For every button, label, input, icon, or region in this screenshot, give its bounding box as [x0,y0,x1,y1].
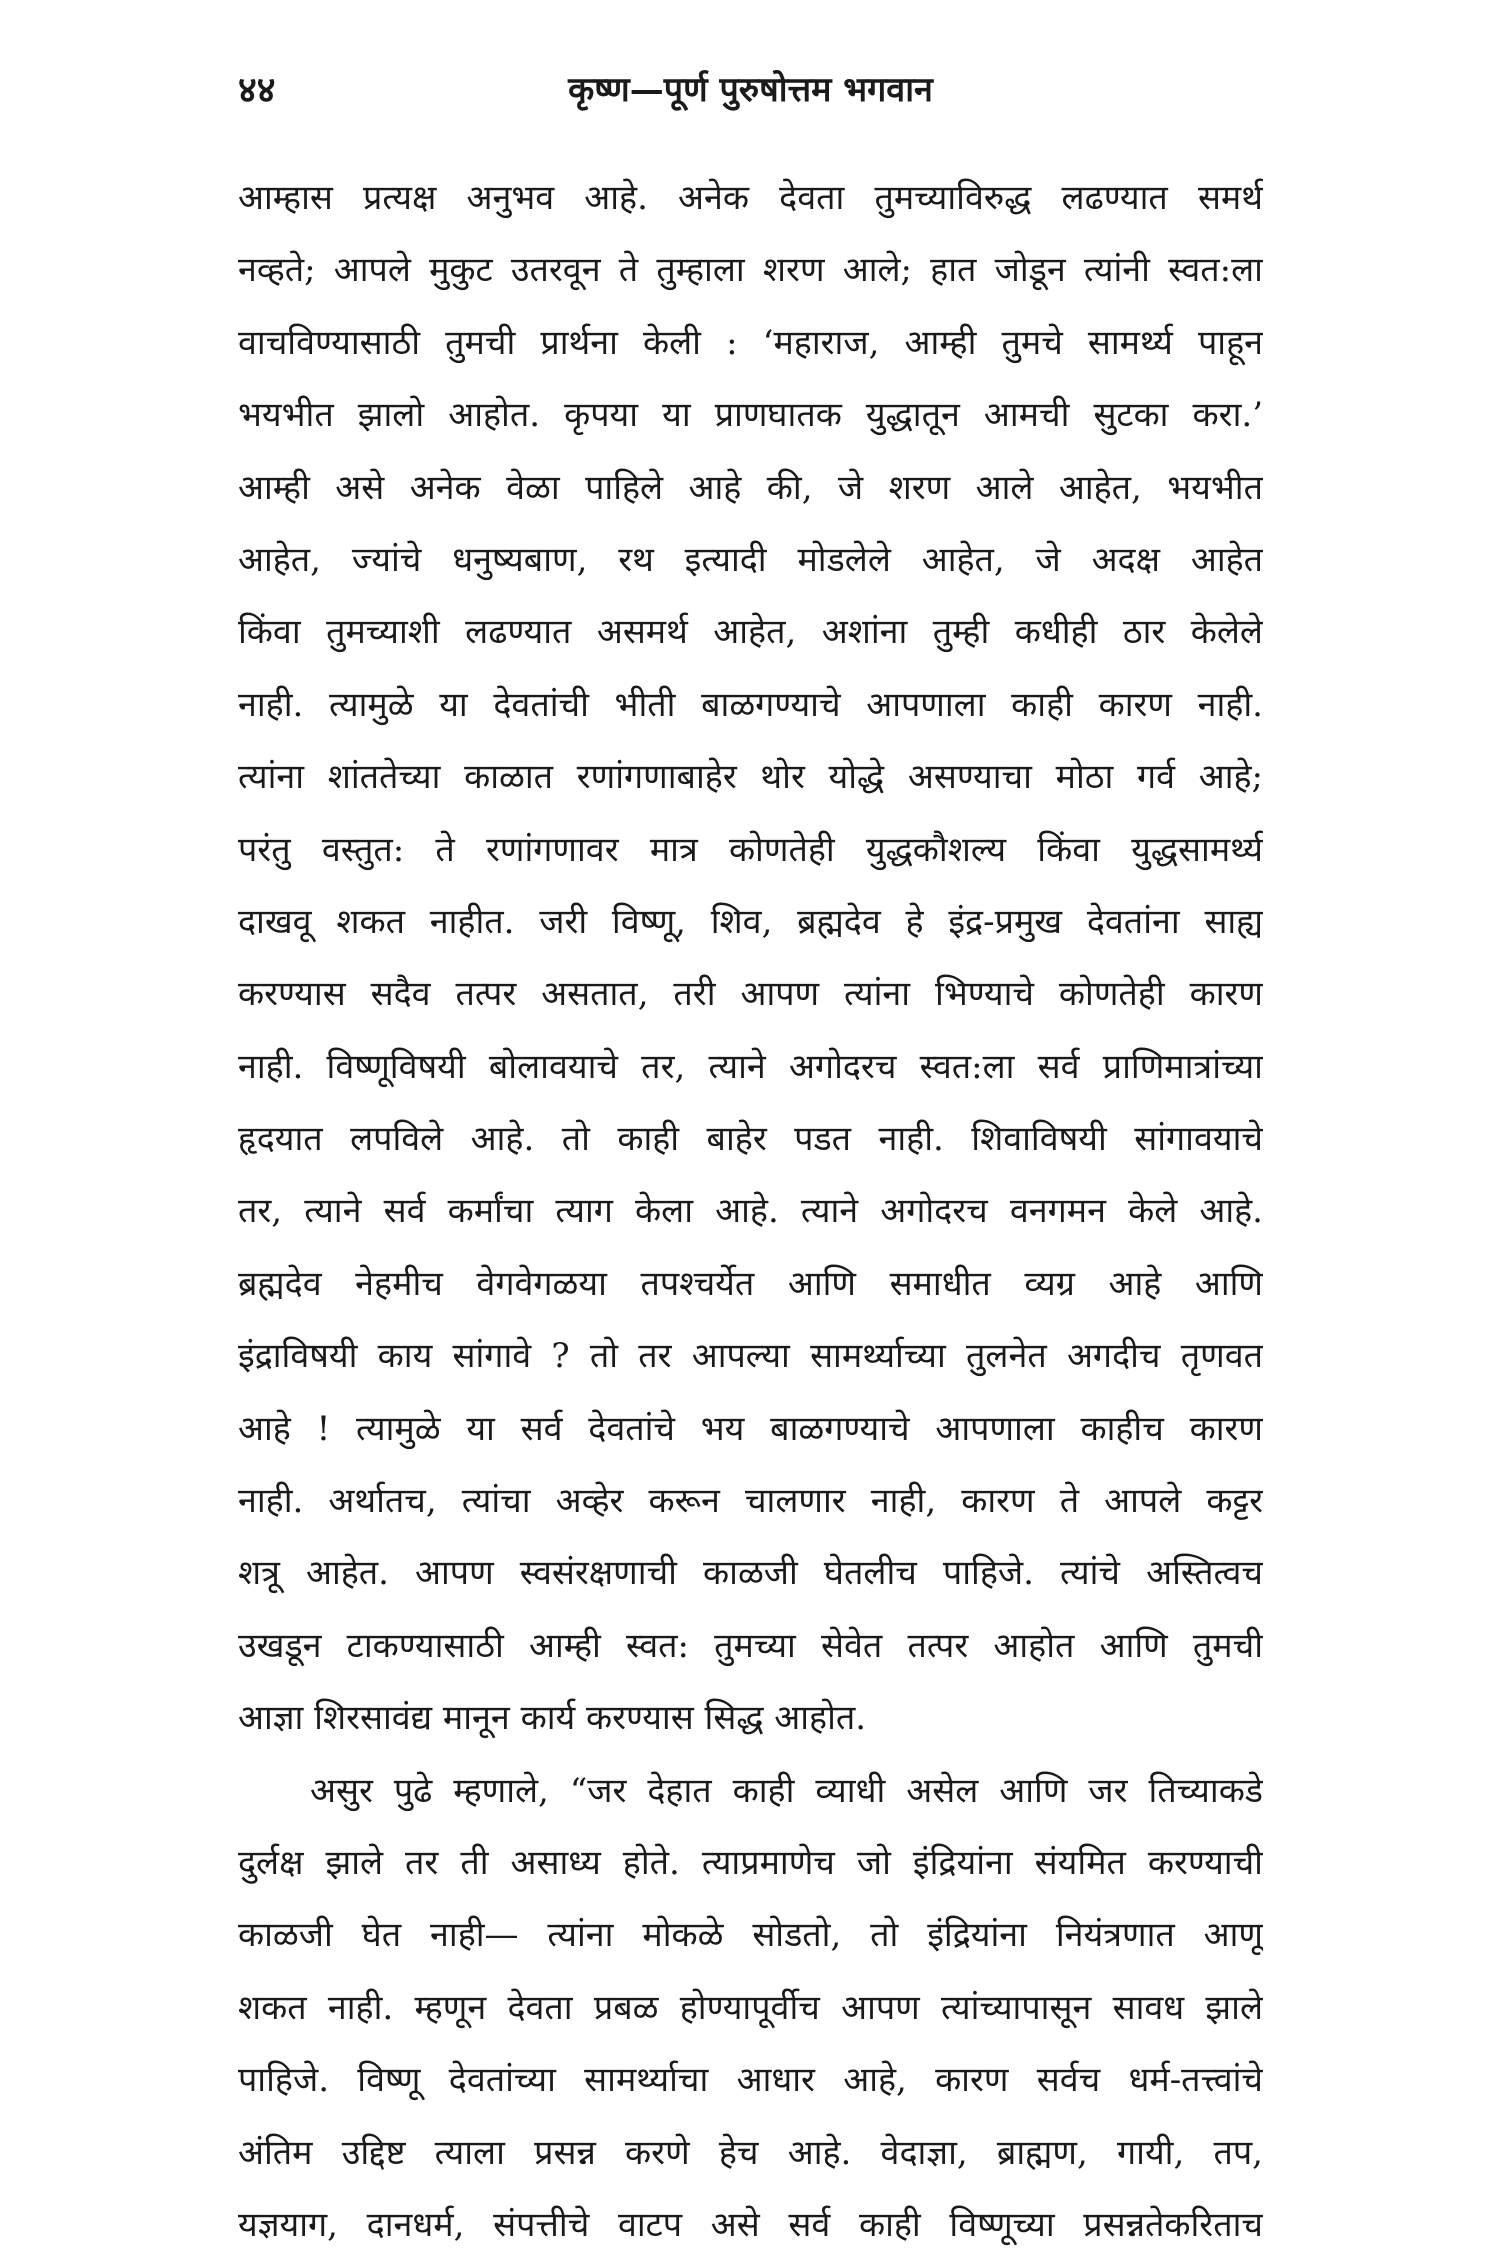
text-line: परंतु वस्तुत: ते रणांगणावर मात्र कोणतेही युद्धकौशल्य किंवा युद्धसामर्थ्य [238,829,1263,870]
text-line: आम्हास प्रत्यक्ष अनुभव आहे. अनेक देवता तुमच्याविरुद्ध लढण्यात समर्थ [238,178,1263,218]
text-line: नव्हते; आपले मुकुट उतरवून ते तुम्हाला शरण आले; हात जोडून त्यांनी स्वत:ला [238,250,1263,291]
paragraph-start-line: असुर पुढे म्हणाले, “जर देहात काही व्याधी असेल आणि जर तिच्याकडे [310,1770,1263,1811]
paragraph-end-line: आज्ञा शिरसावंद्य मानून कार्य करण्यास सिद्ध आहोत. [238,1698,867,1739]
running-head [238,60,1263,120]
book-title: कृष्ण—पूर्ण पुरुषोत्तम भगवान [568,70,933,110]
text-line: यज्ञयाग, दानधर्म, संपत्तीचे वाटप असे सर्व काही विष्णूच्या प्रसन्नतेकरिताच [238,2204,1263,2245]
text-line: नाही. त्यामुळे या देवतांची भीती बाळगण्याचे आपणाला काही कारण नाही. [238,684,1263,725]
text-line: पाहिजे. विष्णू देवतांच्या सामर्थ्याचा आधार आहे, कारण सर्वच धर्म-तत्त्वांचे [238,2060,1263,2101]
body-text [238,162,1263,2261]
text-line: दुर्लक्ष झाले तर ती असाध्य होते. त्याप्रमाणेच जो इंद्रियांना संयमित करण्याची [238,1842,1263,1883]
text-line: वाचविण्यासाठी तुमची प्रार्थना केली : ‘महाराज, आम्ही तुमचे सामर्थ्य पाहून [238,322,1263,363]
text-line: शत्रू आहेत. आपण स्वसंरक्षणाची काळजी घेतलीच पाहिजे. त्यांचे अस्तित्वच [238,1553,1263,1594]
text-line: आहे ! त्यामुळे या सर्व देवतांचे भय बाळगण्याचे आपणाला काहीच कारण [238,1408,1263,1449]
text-line: तर, त्याने सर्व कर्मांचा त्याग केला आहे. त्याने अगोदरच वनगमन केले आहे. [238,1191,1263,1232]
text-line: काळजी घेत नाही— त्यांना मोकळे सोडतो, तो इंद्रियांना नियंत्रणात आणू [238,1915,1263,1956]
text-line: हृदयात लपविले आहे. तो काही बाहेर पडत नाही. शिवाविषयी सांगावयाचे [238,1119,1263,1160]
text-line: करण्यास सदैव तत्पर असतात, तरी आपण त्यांना भिण्याचे कोणतेही कारण [238,974,1263,1015]
text-line: अंतिम उद्दिष्ट त्याला प्रसन्न करणे हेच आहे. वेदाज्ञा, ब्राह्मण, गायी, तप, [238,2132,1263,2173]
text-line: आम्ही असे अनेक वेळा पाहिले आहे की, जे शरण आले आहेत, भयभीत [238,467,1263,508]
text-line: शकत नाही. म्हणून देवता प्रबळ होण्यापूर्वीच आपण त्यांच्यापासून सावध झाले [238,1987,1263,2028]
text-line: नाही. विष्णूविषयी बोलावयाचे तर, त्याने अगोदरच स्वत:ला सर्व प्राणिमात्रांच्या [238,1046,1263,1087]
text-line: नाही. अर्थातच, त्यांचा अव्हेर करून चालणार नाही, कारण ते आपले कट्टर [238,1481,1263,1522]
text-line: इंद्राविषयी काय सांगावे ? तो तर आपल्या सामर्थ्याच्या तुलनेत अगदीच तृणवत [238,1336,1263,1377]
text-line: उखडून टाकण्यासाठी आम्ही स्वत: तुमच्या सेवेत तत्पर आहोत आणि तुमची [238,1625,1263,1666]
page-number: ४४ [238,69,276,111]
text-line: आहेत, ज्यांचे धनुष्यबाण, रथ इत्यादी मोडलेले आहेत, जे अदक्ष आहेत [238,539,1263,580]
text-line: ब्रह्मदेव नेहमीच वेगवेगळया तपश्चर्येत आणि समाधीत व्यग्र आहे आणि [238,1263,1263,1304]
text-line: किंवा तुमच्याशी लढण्यात असमर्थ आहेत, अशांना तुम्ही कधीही ठार केलेले [238,612,1263,653]
text-line: भयभीत झालो आहोत. कृपया या प्राणघातक युद्धातून आमची सुटका करा.’ [238,395,1263,436]
text-line: दाखवू शकत नाहीत. जरी विष्णू, शिव, ब्रह्मदेव हे इंद्र-प्रमुख देवतांना साह्य [238,901,1263,942]
text-line: त्यांना शांततेच्या काळात रणांगणाबाहेर थोर योद्धे असण्याचा मोठा गर्व आहे; [238,757,1263,798]
